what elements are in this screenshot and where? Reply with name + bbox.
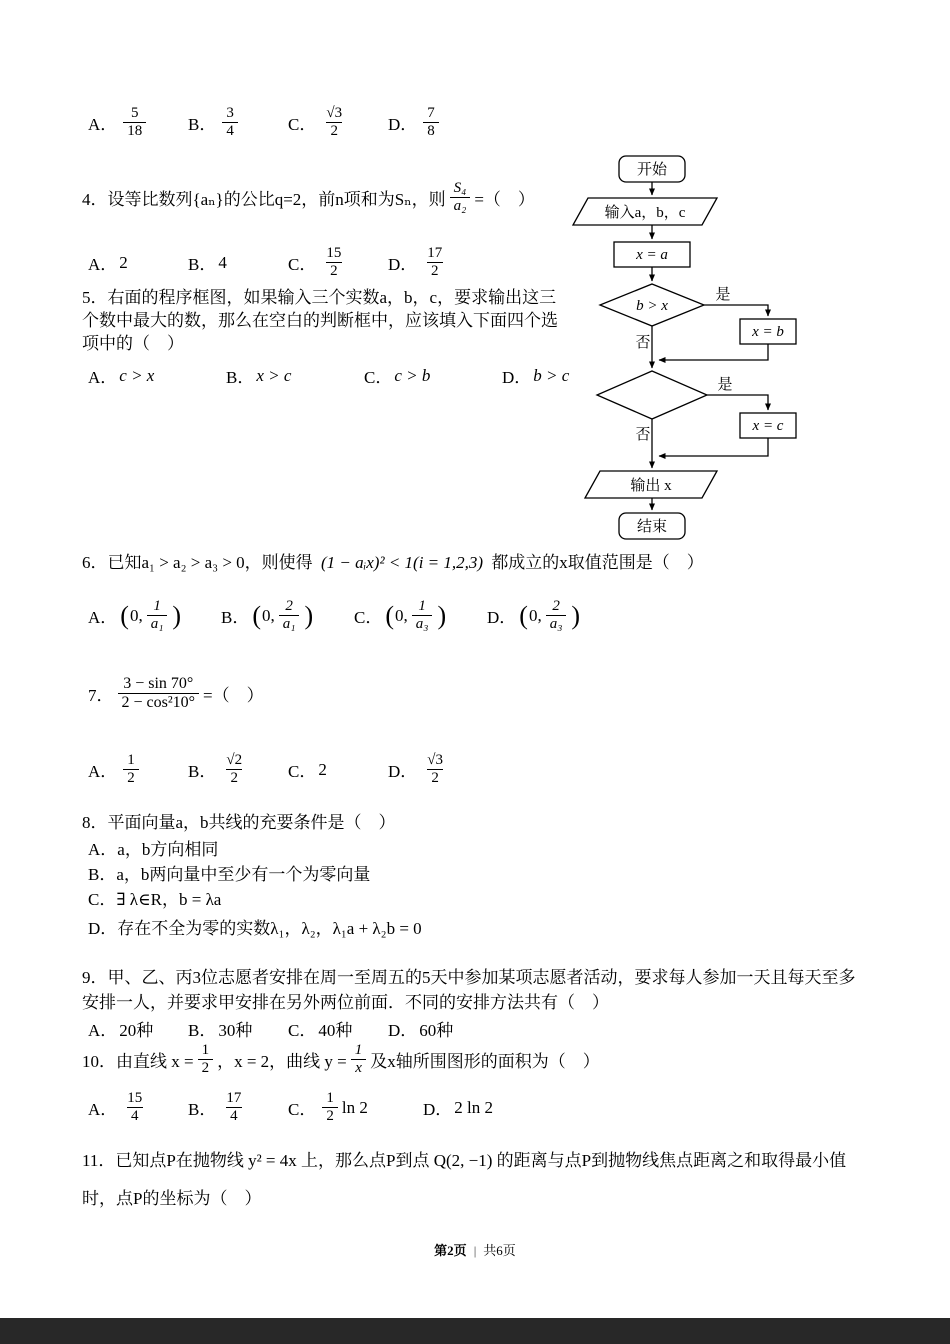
q9-option-c: [288, 1016, 388, 1041]
option-label: C．: [288, 1021, 317, 1040]
fraction: [118, 675, 200, 713]
fraction: [222, 1090, 245, 1126]
q7-option-a: [88, 752, 188, 788]
fraction-denominator: 2: [226, 769, 242, 787]
q5-line1: 5．右面的程序框图，如果输入三个实数a，b，c，要求输出这三: [82, 288, 557, 307]
q11-line1: 11．已知点P在抛物线 y² = 4x 上，那么点P到点 Q(2, −1) 的距离与点P到抛物线焦点距离之和取得最小值: [82, 1151, 847, 1170]
flowchart-end-label: 结束: [636, 519, 668, 535]
option-label: C．: [288, 1100, 317, 1120]
q10-option-a: [88, 1090, 188, 1126]
fraction-denominator: 18: [123, 122, 146, 140]
q9-line2: 安排一人，并要求甲安排在另外两位前面．不同的安排方法共有（ ）: [82, 993, 609, 1012]
option-label: D．: [487, 608, 517, 628]
fraction-numerator: 1: [201, 1042, 210, 1058]
q5-option-c: [364, 363, 502, 388]
option-value: 20种: [119, 1021, 154, 1040]
fraction: [123, 105, 146, 141]
fraction: [222, 105, 238, 141]
fraction-numerator: 1: [326, 1090, 334, 1106]
q8-option-c: C．∃ λ∈R，b = λa: [88, 890, 222, 909]
fraction-numerator: 17: [427, 245, 443, 261]
fraction-denominator: 2: [427, 262, 443, 280]
page-footer: [0, 1240, 950, 1259]
q4-stem-text: 4．设等比数列{aₙ}的公比q=2，前n项和为Sₙ，则: [82, 190, 446, 210]
fraction-denominator: 2: [326, 262, 342, 280]
q7-option-d: [388, 752, 488, 788]
q8-option-d: D．存在不全为零的实数λ₁，λ₂，λ₁a + λ₂b = 0: [88, 919, 422, 938]
q7-stem-blank: =（ ）: [203, 686, 264, 706]
fraction-numerator: 15: [326, 245, 342, 261]
option-label: A．: [88, 608, 118, 628]
q5-option-b: [226, 363, 364, 388]
flowchart-assign-b-label: x = b: [752, 324, 784, 340]
close-paren: ): [437, 600, 447, 630]
fraction-numerator: 5: [131, 105, 139, 121]
q3-option-d: [388, 105, 488, 141]
fraction-numerator: √2: [226, 752, 243, 768]
flowchart-assign-a-label: x = a: [636, 247, 668, 263]
q8-option-a: A．a，b方向相同: [88, 840, 219, 859]
fraction-denominator: 2: [123, 769, 139, 787]
option-label: C．: [288, 762, 317, 782]
option-label: B．: [226, 368, 255, 387]
fraction-numerator: 1: [153, 598, 161, 614]
q6-stem-pre: 6．已知a₁ > a₂ > a₃ > 0，则使得: [82, 553, 313, 572]
option-value: 4: [218, 252, 227, 272]
fraction: [322, 105, 346, 141]
fraction-numerator: √3: [326, 105, 343, 121]
option-label: B．: [188, 1100, 217, 1120]
option-label: D．: [388, 255, 418, 275]
fraction-numerator: 1: [354, 1042, 363, 1058]
q6-option-c: [354, 598, 487, 634]
fraction: [412, 598, 433, 634]
q10-stem-mid: ，x = 2，曲线 y =: [217, 1052, 347, 1072]
footer-separator: |: [473, 1243, 477, 1258]
q5-line3: 项中的（ ）: [82, 334, 184, 353]
footer-total-pages: 共6页: [483, 1243, 516, 1258]
close-paren: ): [571, 600, 581, 630]
close-paren: ): [304, 600, 314, 630]
flowchart-start-label: 开始: [636, 162, 668, 178]
q7-stem: [88, 675, 264, 713]
q4-option-a: [88, 250, 188, 275]
fraction: [322, 245, 345, 281]
fraction: [450, 180, 471, 216]
q5-stem: [82, 286, 572, 355]
fraction-denominator: 2 − cos²10°: [118, 693, 200, 712]
interval-left: 0,: [528, 605, 542, 625]
option-label: A．: [88, 368, 118, 387]
fraction: [279, 598, 300, 634]
fraction-numerator: 1: [418, 598, 426, 614]
q5-option-a: [88, 363, 226, 388]
fraction: [351, 1042, 367, 1078]
flowchart-merge2-arrow: [659, 438, 768, 456]
option-label: A．: [88, 762, 118, 782]
option-label: C．: [288, 115, 317, 135]
q3-options-row: [88, 105, 488, 141]
interval-left: 0,: [129, 605, 143, 625]
flowchart-decision1-label: b > x: [636, 298, 668, 314]
q8-option-b: B．a，b两向量中至少有一个为零向量: [88, 865, 371, 884]
flowchart-yes2-label: 是: [717, 377, 733, 393]
fraction: [423, 245, 446, 281]
q9-option-b: [188, 1016, 288, 1041]
open-paren: (: [252, 600, 262, 630]
fraction-numerator: 7: [427, 105, 435, 121]
fraction: [123, 1090, 146, 1126]
q4-options-row: [88, 245, 488, 281]
q3-option-b: [188, 105, 288, 141]
fraction-denominator: a₁: [279, 615, 300, 633]
fraction: [423, 105, 439, 141]
q4-option-d: [388, 245, 488, 281]
flowchart-no1-label: 否: [635, 335, 651, 351]
option-value: c > b: [394, 365, 431, 385]
open-paren: (: [519, 600, 528, 630]
fraction-denominator: 4: [226, 1107, 242, 1125]
option-label: A．: [88, 115, 118, 135]
interval-left: 0,: [262, 605, 275, 625]
q10-stem-pre: 10．由直线 x =: [82, 1052, 194, 1072]
fraction: [123, 752, 139, 788]
q4-option-c: [288, 245, 388, 281]
option-value: c > x: [119, 365, 155, 385]
option-value-suffix: ln 2: [341, 1097, 368, 1117]
q11-stem: [82, 1148, 902, 1211]
option-label: A．: [88, 255, 118, 275]
fraction-denominator: 2: [198, 1059, 214, 1077]
fraction-denominator: x: [351, 1059, 366, 1077]
option-value: 2 ln 2: [454, 1097, 494, 1117]
q4-stem-blank: =（ ）: [474, 190, 535, 210]
fraction: [423, 752, 447, 788]
option-value: x > c: [256, 365, 292, 385]
option-label: A．: [88, 1021, 118, 1040]
q6-stem-post: 都成立的x取值范围是（ ）: [491, 553, 704, 572]
option-value: 2: [318, 759, 327, 779]
flowchart: [555, 148, 825, 558]
option-label: B．: [188, 762, 217, 782]
fraction: [222, 752, 246, 788]
option-label: B．: [188, 255, 217, 275]
open-paren: (: [120, 600, 129, 630]
q7-options-row: [88, 752, 488, 788]
fraction-denominator: 2: [326, 122, 342, 140]
fraction-numerator: 2: [285, 598, 293, 614]
footer-page-number: 第2页: [434, 1243, 467, 1258]
flowchart-assign-c-label: x = c: [752, 418, 784, 434]
option-label: D．: [502, 368, 532, 387]
close-paren: ): [172, 600, 182, 630]
option-label: B．: [221, 608, 250, 628]
fraction-denominator: 8: [423, 122, 439, 140]
q9-options-row: [88, 1016, 488, 1041]
fraction-numerator: 3: [226, 105, 234, 121]
fraction: [198, 1042, 214, 1078]
q9-option-a: [88, 1016, 188, 1041]
q7-number: 7．: [88, 686, 114, 706]
fraction-denominator: a₁: [147, 615, 168, 633]
q9-line1: 9．甲、乙、丙3位志愿者安排在周一至周五的5天中参加某项志愿者活动，要求每人参加一天且每天至多: [82, 968, 856, 987]
fraction-denominator: 4: [127, 1107, 143, 1125]
option-value: 40种: [318, 1021, 353, 1040]
flowchart-decision2-node: [597, 371, 707, 419]
q10-option-c: [288, 1090, 423, 1126]
fraction-denominator: 2: [427, 769, 443, 787]
open-paren: (: [385, 600, 395, 630]
flowchart-yes1-label: 是: [715, 287, 731, 303]
option-label: D．: [388, 115, 418, 135]
fraction-numerator: √3: [427, 752, 444, 768]
fraction-numerator: 15: [127, 1090, 143, 1106]
q6-stem-math: (1 − aᵢx)² < 1(i = 1,2,3): [320, 553, 484, 572]
q4-stem: [82, 180, 535, 216]
q10-stem-post: 及x轴所围图形的面积为（ ）: [370, 1052, 600, 1072]
option-label: B．: [188, 115, 217, 135]
fraction-numerator: 1: [127, 752, 135, 768]
option-value: b > c: [533, 365, 570, 385]
q11-line2: 时，点P的坐标为（ ）: [82, 1189, 262, 1208]
q4-option-b: [188, 250, 288, 275]
q6-option-b: [221, 598, 354, 634]
q8-stem: 8．平面向量a，b共线的充要条件是（ ）: [82, 813, 396, 832]
option-label: D．: [388, 1021, 418, 1040]
fraction-numerator: S₄: [453, 180, 467, 196]
fraction-denominator: a₃: [546, 615, 567, 633]
q3-option-c: [288, 105, 388, 141]
option-label: C．: [288, 255, 317, 275]
fraction-denominator: a₃: [412, 615, 433, 633]
fraction: [147, 598, 168, 634]
flowchart-yes2-arrow: [707, 395, 768, 410]
q9-stem: [82, 965, 882, 1015]
option-value: 30种: [218, 1021, 253, 1040]
fraction: [546, 598, 567, 634]
flowchart-svg: [555, 148, 825, 558]
option-label: C．: [354, 608, 383, 628]
q7-option-b: [188, 752, 288, 788]
flowchart-merge1-arrow: [659, 344, 768, 360]
q6-options-row: [88, 598, 620, 634]
option-label: B．: [188, 1021, 217, 1040]
bottom-bar: [0, 1318, 950, 1344]
fraction-numerator: 17: [226, 1090, 242, 1106]
q5-line2: 个数中最大的数，那么在空白的判断框中，应该填入下面四个选: [82, 311, 558, 330]
fraction-denominator: 2: [322, 1107, 338, 1125]
option-label: D．: [388, 762, 418, 782]
interval-left: 0,: [395, 605, 408, 625]
q6-option-d: [487, 598, 620, 634]
q3-option-a: [88, 105, 188, 141]
flowchart-input-label: 输入a，b，c: [604, 205, 686, 221]
option-label: D．: [423, 1100, 453, 1120]
q10-option-d: [423, 1095, 523, 1120]
q10-stem: [82, 1042, 600, 1078]
option-value: 60种: [419, 1021, 454, 1040]
flowchart-output-label: 输出 x: [630, 478, 672, 494]
option-label: C．: [364, 368, 393, 387]
fraction-denominator: a₂: [450, 197, 471, 215]
q6-option-a: [88, 598, 221, 634]
flowchart-yes1-arrow: [704, 305, 768, 316]
q6-stem: [82, 548, 704, 573]
flowchart-no2-label: 否: [635, 427, 651, 443]
fraction-numerator: 3 − sin 70°: [123, 675, 194, 692]
q9-option-d: [388, 1016, 488, 1041]
option-label: A．: [88, 1100, 118, 1120]
q10-option-b: [188, 1090, 288, 1126]
option-value: 2: [119, 252, 128, 272]
fraction-numerator: 2: [552, 598, 560, 614]
fraction-denominator: 4: [222, 122, 238, 140]
q7-option-c: [288, 757, 388, 782]
fraction: [322, 1090, 338, 1126]
q10-options-row: [88, 1090, 523, 1126]
